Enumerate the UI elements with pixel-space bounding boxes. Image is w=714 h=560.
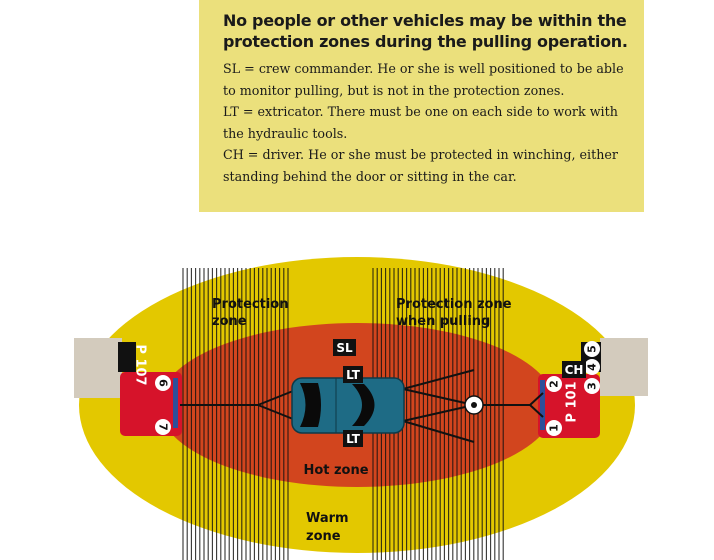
- info-box: [199, 0, 644, 212]
- info-heading-line-1: No people or other vehicles may be within the: [223, 11, 627, 30]
- zone-diagram: [0, 250, 714, 560]
- info-line-ch-2: standing behind the door or sitting in the car.: [223, 168, 517, 184]
- label-protection-zone-line-1: Protection: [212, 297, 289, 312]
- info-line-ch-1: CH = driver. He or she must be protected in winching, either: [223, 147, 618, 162]
- badge-7: 7: [156, 423, 170, 431]
- badge-1: 1: [547, 424, 561, 432]
- role-lt-bottom: [343, 430, 363, 447]
- badge-4: 4: [585, 363, 599, 371]
- role-lt-top: [343, 366, 363, 383]
- vehicle-p101-label: P 101: [564, 381, 580, 423]
- badge-2: 2: [547, 380, 561, 388]
- info-line-sl-1: SL = crew commander. He or she is well positioned to be able: [223, 61, 624, 76]
- label-warm-zone-line-1: Warm: [306, 511, 349, 526]
- label-protection-zone-line-2: zone: [212, 314, 247, 329]
- badge-3: 3: [585, 382, 599, 390]
- badge-5: 5: [585, 345, 599, 353]
- role-sl: [333, 339, 356, 356]
- info-line-lt-2: the hydraulic tools.: [223, 125, 348, 141]
- role-ch: [562, 361, 586, 378]
- info-line-lt-1: LT = extricator. There must be one on each side to work with: [223, 104, 618, 119]
- label-protection-zone-pulling-line-1: Protection zone: [396, 297, 512, 312]
- badge-6: 6: [156, 379, 170, 387]
- info-heading: [223, 10, 630, 52]
- info-heading-line-2: protection zones during the pulling operation.: [223, 32, 628, 51]
- role-ch-label: CH: [564, 363, 584, 377]
- label-warm-zone-line-2: zone: [306, 529, 341, 544]
- role-sl-label: SL: [336, 341, 353, 355]
- vehicle-p107-label: P 107: [132, 344, 148, 386]
- role-lt-bottom-label: LT: [346, 432, 360, 446]
- label-protection-zone-pulling-line-2: when pulling: [396, 314, 491, 329]
- car-icon: [292, 378, 404, 433]
- role-lt-top-label: LT: [346, 368, 360, 382]
- info-line-sl-2: to monitor pulling, but is not in the protection zones.: [223, 82, 565, 98]
- label-hot-zone: Hot zone: [303, 463, 369, 478]
